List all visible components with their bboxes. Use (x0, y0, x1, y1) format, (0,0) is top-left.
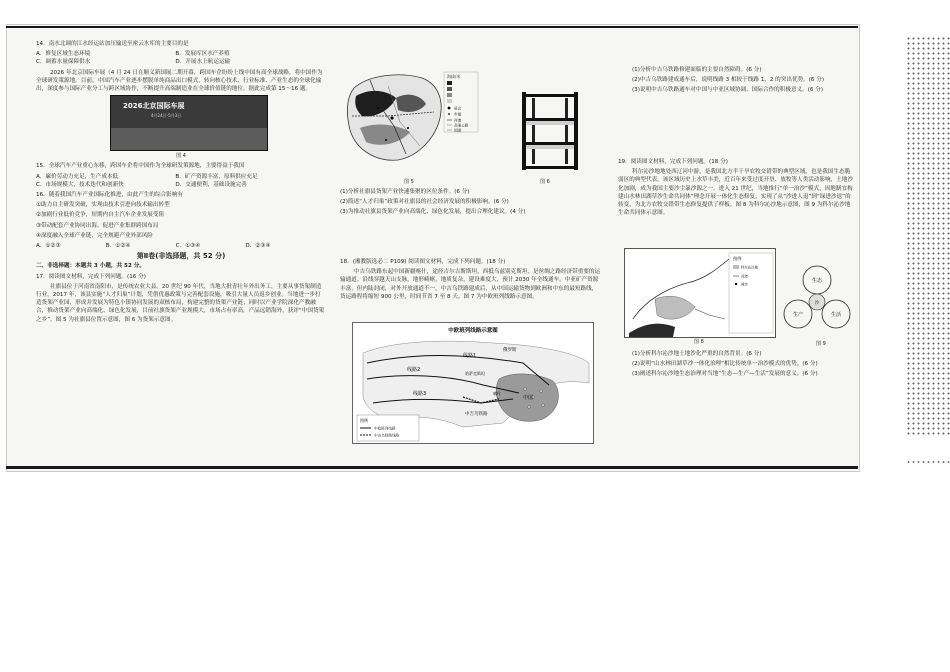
map-label: 线路3 (413, 391, 427, 397)
legend-item: 河流 (741, 274, 748, 279)
option: C．调蓄水量保障供水 (36, 59, 91, 66)
legend-item: 高速公路 (454, 123, 469, 128)
figure-5-map (340, 66, 480, 174)
legend-title: 图例 (733, 256, 742, 261)
figure-8-caption: 图 8 (694, 339, 704, 345)
option: B．矿产资源丰富，原料供应充足 (175, 173, 258, 180)
map-title: 中欧班列线路示意图 (448, 328, 498, 334)
option: B．①②④ (105, 243, 131, 250)
question-18-subquestions (632, 66, 856, 97)
map-label: 中国 (523, 395, 534, 401)
question-17-material: 社旗县位于河南省南阳市，是传统农业大县。20 世纪 90 年代，当地大批青壮年外出务工，主要从事货架制造行业。2017 年，该县实施“人才归巢”计划，凭借优惠政策与完善配套设施，吸引大量人员返乡创业。当地进一步打造货架产业园，形成并发展为特色小镇协同发展的双核布局，构建完整的货架产业链；同时以产业学院深化产教融合，推动货架产业向高端化、绿色化发展，目前社旗货架产业规模大，市场占有率高，产品远销海外，获评“中国货架之乡”。图 5 为社旗县位置示意图，图 6 为货架示意图。 (36, 283, 325, 323)
option: D．开展水上航运运输 (175, 59, 231, 66)
question-19-block (618, 158, 854, 219)
dot-pattern-row (906, 460, 950, 464)
subquestion: (1)分析科尔沁沙地土地沙化严重的自然背景。(6 分) (632, 351, 762, 357)
legend-title: 图例 (360, 418, 368, 423)
subquestion: (2)简述“人才归巢”政策对社旗县的社会经济发展的积极影响。(6 分) (340, 199, 509, 206)
node-label: 生产 (792, 312, 804, 318)
question-15-options (36, 173, 326, 189)
option: D．交通便利，基础设施完善 (175, 181, 247, 188)
legend-item: 乡镇 (454, 112, 462, 117)
legend-title: 海拔/米 (447, 74, 461, 79)
legend-item: 县会 (454, 106, 462, 111)
question-14: 14．南水北调的江水经运站加压输送至密云水库的主要目的是 (36, 41, 189, 47)
bottom-rule (6, 466, 858, 469)
question-17-subquestions (340, 188, 602, 219)
figure-9-caption: 图 9 (816, 341, 826, 347)
node-label: 生活 (830, 312, 842, 318)
question-19: 19．阅读图文材料，完成下列问题。(18 分) (618, 159, 728, 165)
legend-item: 城市 (741, 282, 748, 287)
statement: ②加剧行业低价竞争，短期内自主汽车企业发展受阻 (36, 212, 165, 219)
part-2-title: 第Ⅱ卷(非选择题，共 52 分) (136, 252, 226, 261)
figure-5-caption: 图 5 (404, 179, 414, 185)
question-15: 15．全球汽车产业重心东移，跨国车企将中国作为全球研发策源地，主要得益于我国 (36, 163, 245, 170)
node-label: 生态 (811, 278, 823, 284)
subquestion: (1)分析社旗县货架产业快速集聚的区位条件。(6 分) (340, 189, 470, 195)
column-left (36, 40, 326, 326)
option: B．发展库区水产养殖 (175, 51, 230, 58)
option: C．市场规模大，技术迭代和创新快 (36, 181, 124, 188)
top-rule (6, 26, 858, 28)
subquestion: (1)分析中吉乌铁路修建面临的主要自然障碍。(6 分) (632, 67, 762, 73)
option: A．廉价劳动力充足，生产成本低 (36, 173, 119, 180)
figure-8-map (624, 248, 776, 338)
subquestion: (3)为推动社旗县货架产业向高端化、绿色化发展，提出合理化建议。(4 分) (340, 209, 526, 216)
figure-7-map (352, 322, 594, 444)
legend-item: 中欧班列线路 (374, 426, 396, 431)
question-14-options (36, 50, 326, 66)
passage-car-show: 2026 年北京国际车展（4 月 24 日在顺义新国展二期开幕，跨国车企纷纷上线中国有高全球战略，将中国作为全球研发策源地。目前，中国汽车产业逐步摆脱单纯商品出口模式，转向核心技术、行业标准、产业生态的全球化输出，深度参与国际产业分工与跨区域协作，不断提升高端制造业在全球价值链的地位。据此完成第 15～16 题。 (36, 69, 323, 93)
dot-pattern-margin (906, 36, 950, 436)
question-18-block (340, 258, 602, 303)
subquestion: (3)阐述科尔沁沙地生态治理对当地“生态—生产—生活”发展的意义。(6 分) (632, 371, 818, 378)
legend-item: 科尔沁沙地 (741, 265, 758, 270)
option: C．①③④ (175, 243, 201, 250)
map-label: 线路1 (463, 353, 477, 359)
question-16-options (36, 242, 326, 250)
question-18: 18．(湘教版选必二 P109) 阅读图文材料，完成下列问题。(18 分) (340, 259, 506, 265)
legend-item: 中吉乌铁路线路 (374, 433, 400, 438)
map-label: 喀什 (493, 391, 501, 396)
statement: ③带动配套产业协同出海，促进产业集群跨国布局 (36, 222, 159, 229)
figure-9-diagram (778, 258, 856, 342)
subquestion: (2)中吉乌铁路建成通车后，说明线路 3 相较于线路 1、2 的突出优势。(6 分) (632, 77, 825, 84)
question-19-material: 科尔沁沙地地处西辽河中游，是我国北方半干旱农牧交错带的典型区域，也是我国生态脆弱区的典型代表。该区域历史上水草丰美，近百年来受过度开垦、放牧等人类活动影响，土地沙化加剧，成为我国主要沙尘暴沙源之一。进入 21 世纪，当地推行“单一治沙”模式，因地制宜构建山水林田湖草沙生命共同体”理念开展一体化生态修复，实现了从“沙进人退”到“绿进沙退”的转变，为北方农牧交错带生态修复提供了样板。图 8 为科尔沁沙地示意图，图 9 为科尔沁沙地生命共同体示意图。 (618, 169, 853, 217)
photo-floor (111, 128, 267, 150)
legend-item: 国道 (454, 128, 462, 133)
legend-item: 河流 (454, 118, 462, 123)
photo-banner-text: 2026北京国际车展 (123, 102, 185, 111)
question-16: 16．随着我国汽车产业国际化推进，由此产生的综合影响有 (36, 192, 183, 199)
option: A．①②③ (36, 243, 61, 250)
map-label: 俄罗斯 (503, 348, 517, 353)
subquestion: (2)说明“山水林田湖草沙一体化治理”相比传统单一治沙模式的优势。(6 分) (632, 361, 818, 368)
subquestion: (3)说明中吉乌铁路通车对中国与中亚区域协调、国际合作的积极意义。(6 分) (632, 87, 824, 94)
part-2-description: 二、非选择题：本题共 3 小题，共 52 分。 (36, 263, 145, 270)
statement: ①助力自主研发突破，实现由技术引进向技术输出转型 (36, 202, 170, 209)
question-19-subquestions (632, 350, 856, 381)
map-label: 哈萨克斯坦 (465, 371, 485, 376)
option: D．②③④ (245, 243, 271, 250)
node-label: 沙 (814, 301, 820, 306)
question-18-material: 中吉乌铁路东起中国新疆喀什，途径吉尔吉斯斯坦，西抵乌兹别克斯坦，是丝绸之路经济带重要的运输通道。沿线穿越天山支脉，地形崎岖，地质复杂，建设难度大，预计 2030 年全线通车。中亚矿产资源丰富，但内陆封闭，对外开放通道不一。中吉乌铁路建成后，从中国运输货物到欧洲和中东的最短路线，货运路程将缩短 900 公里，时间节省 7 至 8 天。图 7 为中欧班列线路示意图。 (340, 269, 601, 300)
map-label: 中吉乌铁路 (465, 412, 488, 417)
figure-4-photo (110, 95, 268, 151)
photo-subtext: 4月24日-5月3日 (151, 113, 182, 119)
question-17: 17．阅读图文材料，完成下列问题。(16 分) (36, 273, 146, 280)
statement: ④深度融入全球产业链，完全规避产业外部风险 (36, 232, 153, 239)
map-label: 线路2 (407, 367, 421, 373)
figure-4-caption: 图 4 (176, 153, 186, 160)
figure-6-caption: 图 6 (540, 179, 550, 185)
figure-6-shelf (518, 88, 582, 172)
option: A．修复区域生态环境 (36, 51, 91, 58)
